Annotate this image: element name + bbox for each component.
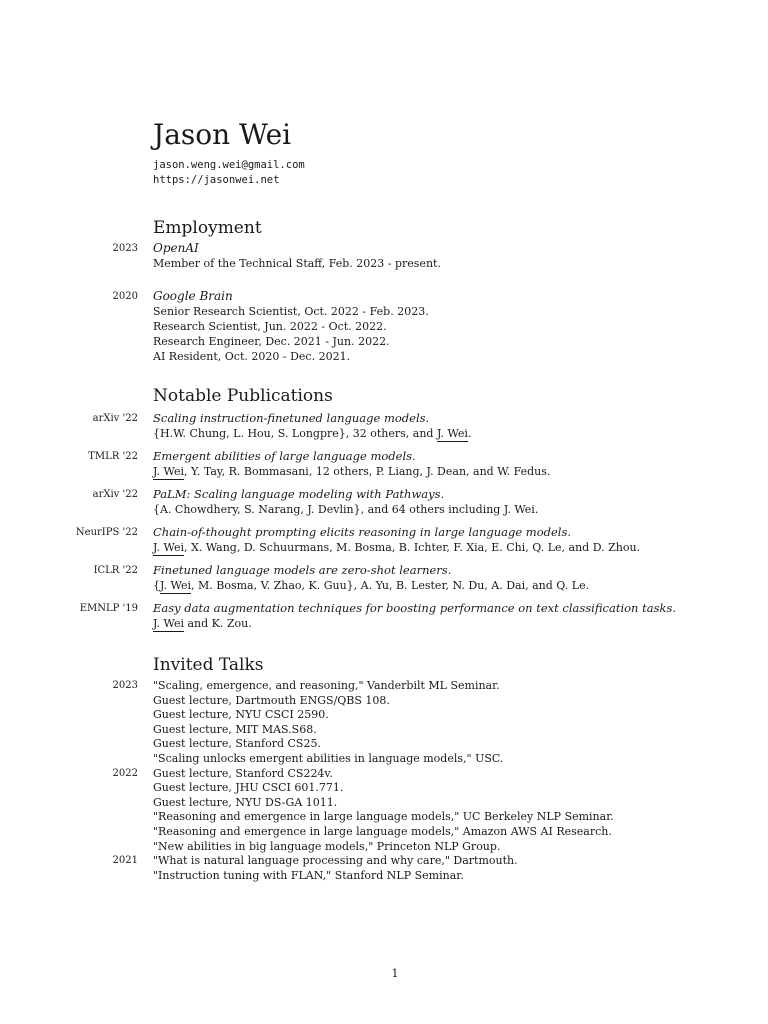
talk-text: "Instruction tuning with FLAN," Stanford NLP Seminar. xyxy=(153,868,464,882)
talk-text: Guest lecture, NYU CSCI 2590. xyxy=(153,708,329,722)
talk-row xyxy=(0,723,768,738)
employment-year: 2020 xyxy=(112,291,138,302)
talk-row xyxy=(0,840,768,855)
role-line: AI Resident, Oct. 2020 - Dec. 2021. xyxy=(153,350,351,363)
talk-text: Guest lecture, MIT MAS.S68. xyxy=(153,722,317,736)
role-line: Research Engineer, Dec. 2021 - Jun. 2022. xyxy=(153,335,390,348)
talk-year: 2021 xyxy=(112,855,138,867)
publication-title: Easy data augmentation techniques for boosting performance on text classification tasks. xyxy=(153,601,677,615)
talk-text: "What is natural language processing and why care," Dartmouth. xyxy=(153,854,518,868)
employer-name: OpenAI xyxy=(153,241,199,255)
authors-text: { xyxy=(153,579,160,592)
website-text: https://jasonwei.net xyxy=(153,174,280,186)
publication-title: Scaling instruction-finetuned language models. xyxy=(153,411,430,425)
talk-year: 2023 xyxy=(112,680,138,691)
publication-authors xyxy=(153,426,743,442)
publication-title: PaLM: Scaling language modeling with Pathways. xyxy=(153,487,445,501)
talk-text: "Scaling, emergence, and reasoning," Vanderbilt ML Seminar. xyxy=(153,679,500,692)
publication-venue: NeurIPS '22 xyxy=(75,527,138,538)
page-number: 1 xyxy=(391,967,399,980)
authors-text: . xyxy=(467,427,472,440)
talk-row xyxy=(0,708,768,723)
talk-text: Guest lecture, JHU CSCI 601.771. xyxy=(153,781,344,795)
publication-authors xyxy=(153,616,743,632)
publication-authors xyxy=(153,540,743,556)
publication-authors xyxy=(153,502,743,518)
person-name: Jason Wei xyxy=(153,118,292,151)
authors-text: {A. Chowdhery, S. Narang, J. Devlin}, and 64 others including J. Wei. xyxy=(153,503,539,516)
employer-name: Google Brain xyxy=(153,289,233,303)
talk-text: "Reasoning and emergence in large language models," Amazon AWS AI Research. xyxy=(153,824,612,838)
publication-authors xyxy=(153,464,743,480)
self-author: J. Wei xyxy=(160,579,191,592)
role-line: Research Scientist, Jun. 2022 - Oct. 2022. xyxy=(153,320,387,333)
publication-venue: ICLR '22 xyxy=(93,565,138,576)
talk-text: Guest lecture, Stanford CS25. xyxy=(153,737,321,751)
talk-row xyxy=(0,694,768,709)
publication-title: Emergent abilities of large language models. xyxy=(153,449,416,463)
employment-heading: Employment xyxy=(153,218,262,238)
authors-text: {H.W. Chung, L. Hou, S. Longpre}, 32 others, and xyxy=(153,427,437,440)
talk-row xyxy=(0,767,768,782)
self-author: J. Wei xyxy=(153,465,184,478)
contact-info xyxy=(153,158,305,188)
talk-row xyxy=(0,854,768,869)
self-author: J. Wei xyxy=(153,617,184,630)
employment-year: 2023 xyxy=(112,243,138,254)
publication-venue: EMNLP '19 xyxy=(79,603,138,614)
email-text: jason.weng.wei@gmail.com xyxy=(153,159,305,171)
self-author: J. Wei xyxy=(153,541,184,554)
talk-text: "Scaling unlocks emergent abilities in language models," USC. xyxy=(153,751,504,765)
talk-text: Guest lecture, Dartmouth ENGS/QBS 108. xyxy=(153,693,390,707)
talk-row xyxy=(0,825,768,840)
authors-text: , X. Wang, D. Schuurmans, M. Bosma, B. Ichter, F. Xia, E. Chi, Q. Le, and D. Zhou. xyxy=(184,541,641,554)
talks-list xyxy=(0,679,768,883)
publication-venue: TMLR '22 xyxy=(88,451,138,462)
authors-text: , M. Bosma, V. Zhao, K. Guu}, A. Yu, B. Lester, N. Du, A. Dai, and Q. Le. xyxy=(191,579,590,592)
talk-text: Guest lecture, NYU DS-GA 1011. xyxy=(153,795,338,809)
publication-authors xyxy=(153,578,743,594)
talk-row xyxy=(0,737,768,752)
publication-title: Chain-of-thought prompting elicits reasoning in large language models. xyxy=(153,525,572,539)
publication-title: Finetuned language models are zero-shot learners. xyxy=(153,563,452,577)
talk-text: "New abilities in big language models," Princeton NLP Group. xyxy=(153,839,501,853)
authors-text: and K. Zou. xyxy=(184,617,252,630)
talk-row xyxy=(0,810,768,825)
publications-heading: Notable Publications xyxy=(153,386,333,406)
role-line: Senior Research Scientist, Oct. 2022 - Feb. 2023. xyxy=(153,305,429,318)
talk-text: Guest lecture, Stanford CS224v. xyxy=(153,766,333,780)
self-author: J. Wei xyxy=(436,427,468,440)
talk-row xyxy=(0,679,768,694)
talk-row xyxy=(0,752,768,767)
talks-heading: Invited Talks xyxy=(153,655,264,675)
publication-venue: arXiv '22 xyxy=(92,489,138,500)
talk-row xyxy=(0,796,768,811)
talk-year: 2022 xyxy=(112,767,138,779)
publication-venue: arXiv '22 xyxy=(92,413,138,424)
talk-text: "Reasoning and emergence in large language models," UC Berkeley NLP Seminar. xyxy=(153,810,614,824)
role-line: Member of the Technical Staff, Feb. 2023 - present. xyxy=(153,257,441,270)
authors-text: , Y. Tay, R. Bommasani, 12 others, P. Liang, J. Dean, and W. Fedus. xyxy=(184,465,551,478)
talk-row xyxy=(0,781,768,796)
talk-row xyxy=(0,869,768,884)
